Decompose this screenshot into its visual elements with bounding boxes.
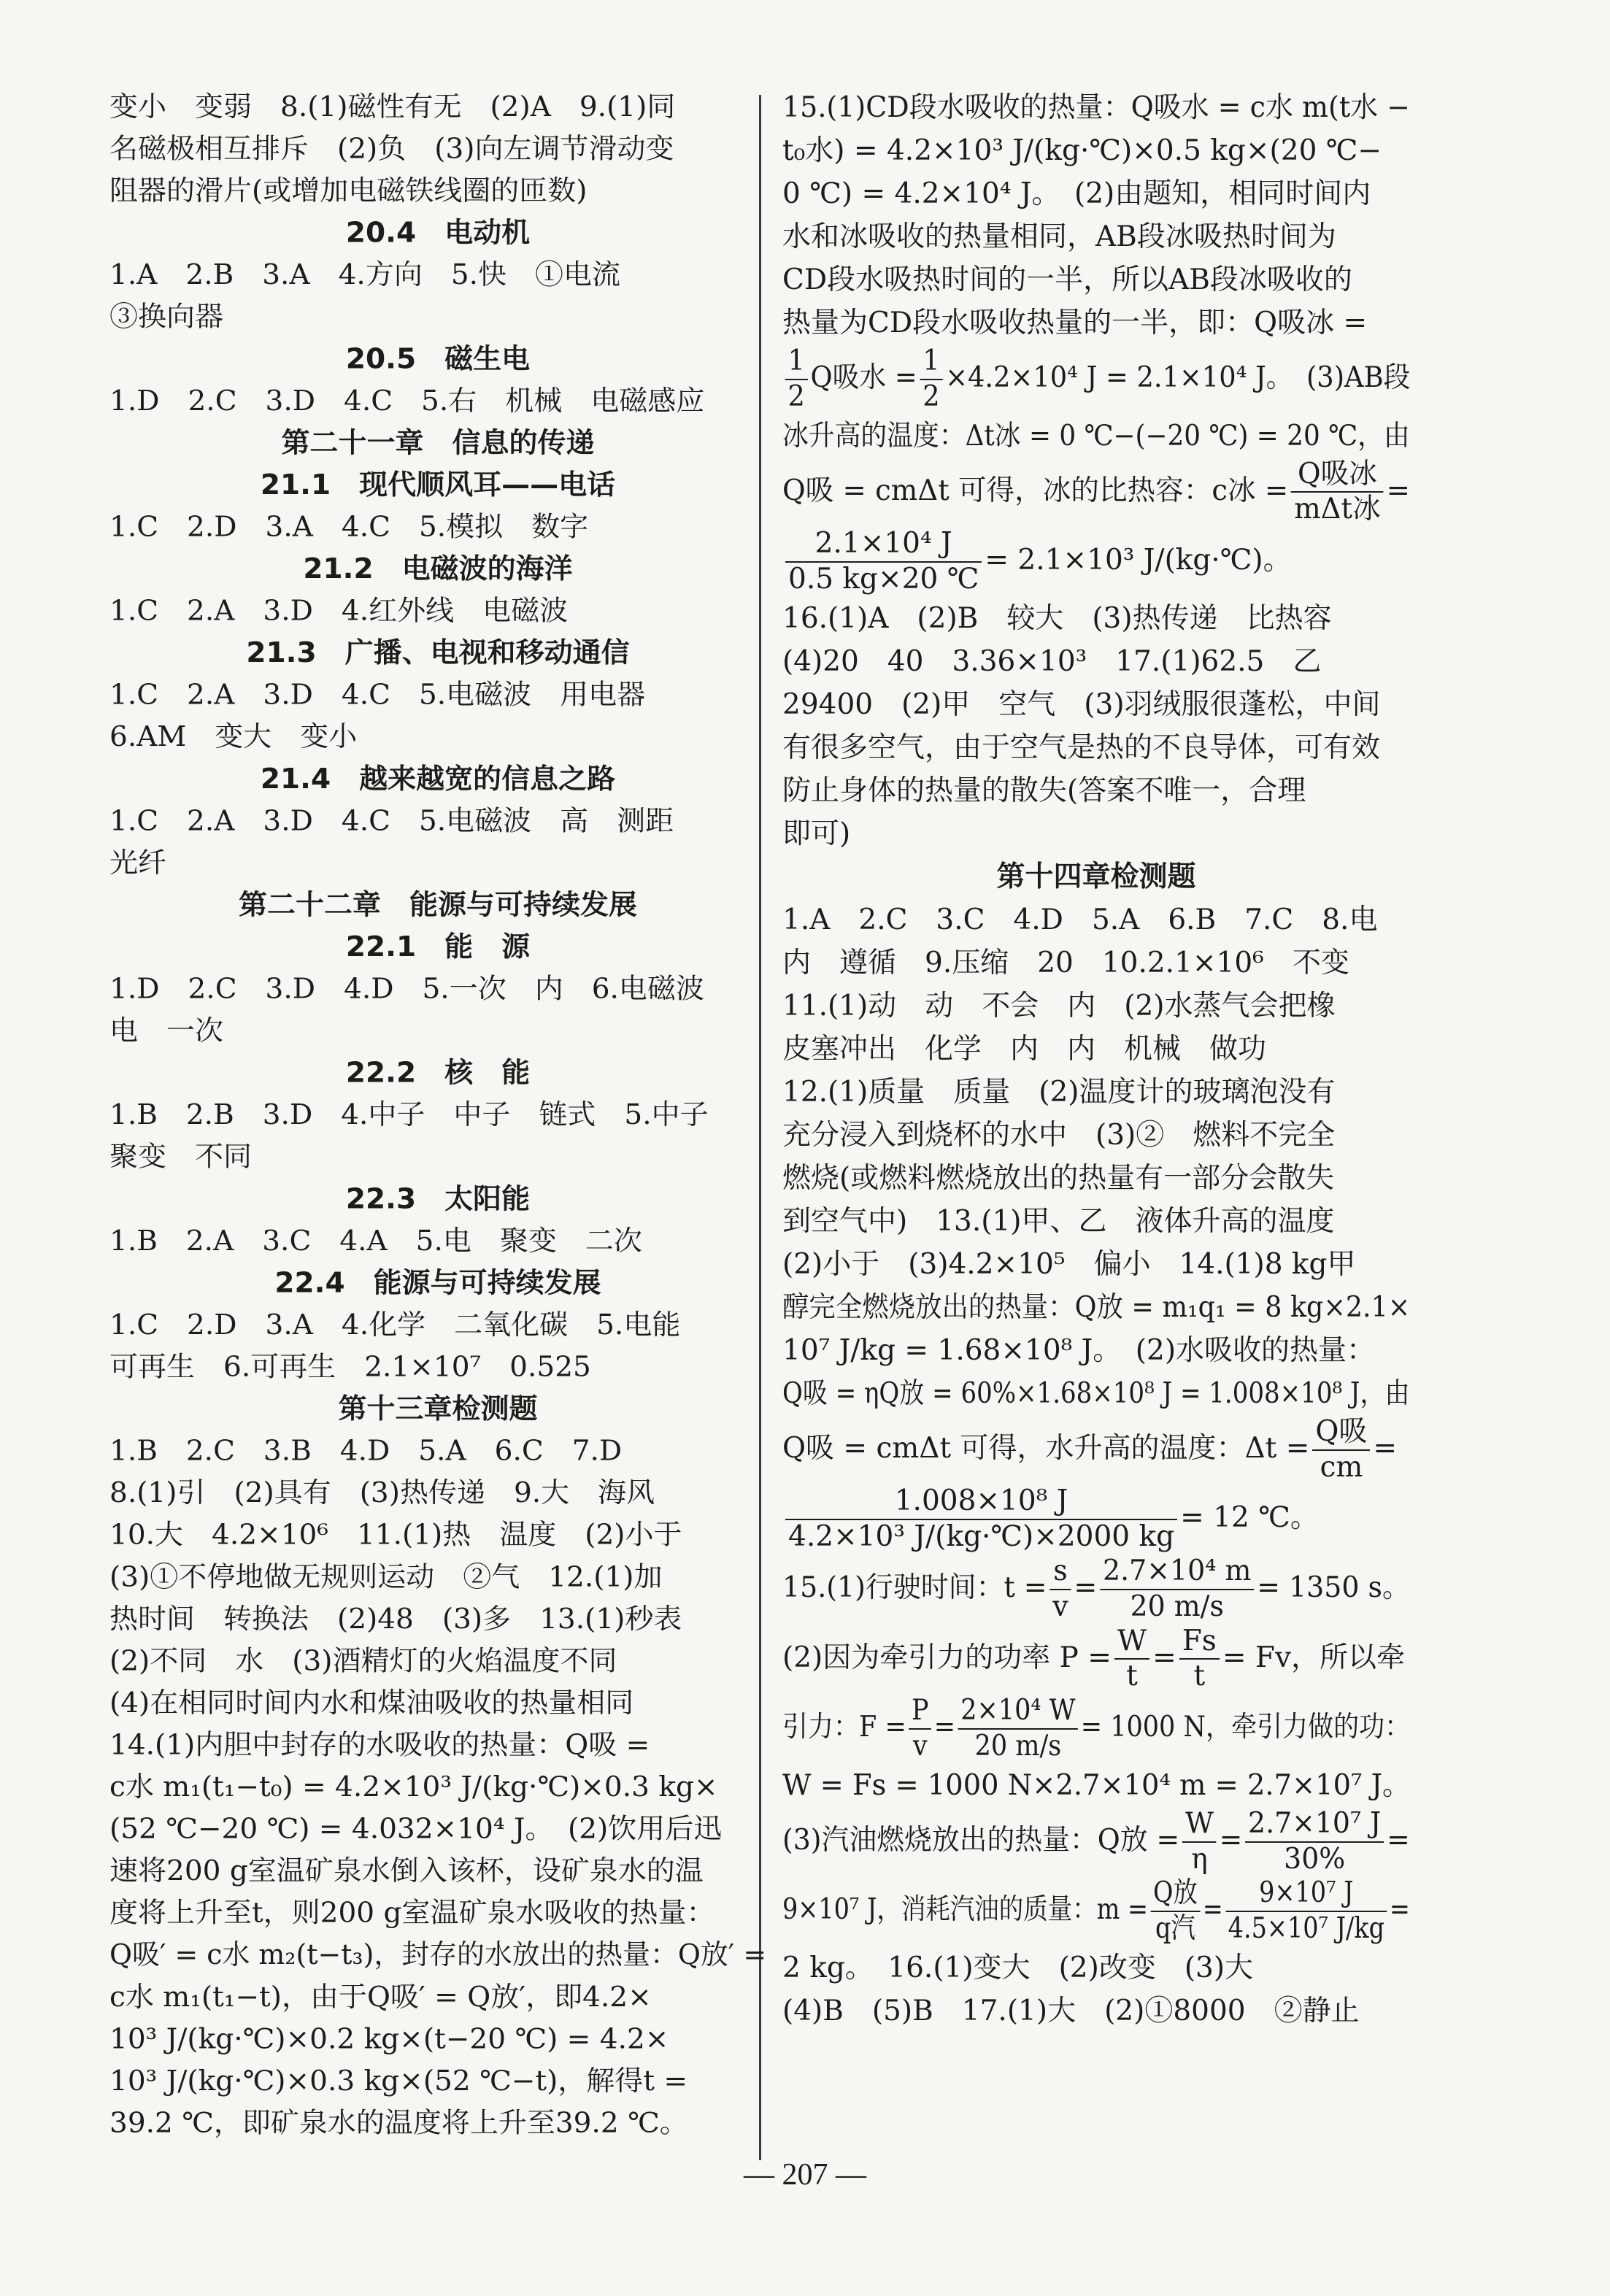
- fraction-denominator: cm: [1320, 1450, 1363, 1484]
- fraction-denominator: 4.5×10⁷ J/kg: [1228, 1912, 1385, 1946]
- text-line: 10³ J/(kg·℃)×0.2 kg×(t−20 ℃) = 4.2×: [109, 2023, 669, 2056]
- fraction-numerator: P: [909, 1694, 931, 1730]
- text-line: 1.C 2.A 3.D 4.C 5.电磁波 高 测距: [109, 805, 674, 838]
- fraction-denominator: v: [912, 1729, 928, 1763]
- formula-text: 引力：F =: [782, 1710, 906, 1744]
- formula-text: Q吸 = cmΔt 可得，水升高的温度：Δt =: [782, 1431, 1310, 1465]
- text-line: 防止身体的热量的散失(答案不唯一，合理: [782, 774, 1306, 807]
- fraction-numerator: 2×10⁴ W: [958, 1694, 1078, 1730]
- fraction-denominator: v: [1052, 1590, 1068, 1623]
- fraction-denominator: 4.2×10³ J/(kg·℃)×2000 kg: [788, 1520, 1175, 1554]
- fraction: [1049, 1555, 1071, 1625]
- text-line: (52 ℃−20 ℃) = 4.032×10⁴ J。 (2)饮用后迅: [109, 1813, 723, 1846]
- text-line: 聚变 不同: [109, 1141, 253, 1174]
- formula-line: [782, 344, 1410, 415]
- formula-text: =: [1152, 1641, 1176, 1674]
- text-line: 12.(1)质量 质量 (2)温度计的玻璃泡没有: [782, 1075, 1336, 1109]
- text-line: (2)不同 水 (3)酒精灯的火焰温度不同: [109, 1645, 617, 1678]
- formula-line: [782, 1807, 1410, 1877]
- section-heading: 第十三章检测题: [338, 1392, 538, 1425]
- section-heading: 22.4 能源与可持续发展: [274, 1267, 601, 1300]
- fraction: [1312, 1415, 1370, 1485]
- fraction-numerator: 1: [920, 344, 942, 380]
- section-heading: 20.4 电动机: [345, 217, 531, 250]
- formula-text: =: [933, 1710, 956, 1744]
- text-line: 名磁极相互排斥 (2)负 (3)向左调节滑动变: [109, 133, 674, 166]
- formula-line: [782, 1876, 1410, 1946]
- formula-text: (3)汽油燃烧放出的热量：Q放 =: [782, 1823, 1180, 1857]
- formula-text: Q吸水 =: [810, 361, 917, 394]
- text-line: 醇完全燃烧放出的热量：Q放 = m₁q₁ = 8 kg×2.1×: [782, 1290, 1410, 1324]
- text-line: 热量为CD段水吸收热量的一半，即：Q吸冰 =: [782, 307, 1368, 339]
- formula-line: [782, 458, 1410, 528]
- text-line: 1.B 2.B 3.D 4.中子 中子 链式 5.中子: [109, 1099, 709, 1131]
- fraction: [1100, 1555, 1254, 1625]
- text-line: 1.B 2.A 3.C 4.A 5.电 聚变 二次: [109, 1225, 642, 1257]
- text-line: 内 遵循 9.压缩 20 10.2.1×10⁶ 不变: [782, 946, 1349, 979]
- fraction-numerator: 2.7×10⁴ m: [1100, 1555, 1254, 1590]
- text-line: 充分浸入到烧杯的水中 (3)② 燃料不完全: [782, 1118, 1336, 1152]
- fraction-denominator: mΔt冰: [1294, 493, 1381, 526]
- text-line: 10.大 4.2×10⁶ 11.(1)热 温度 (2)小于: [109, 1519, 682, 1552]
- formula-text: 9×10⁷ J，消耗汽油的质量：m =: [782, 1893, 1149, 1927]
- formula-text: Q吸 = cmΔt 可得，冰的比热容：c冰 =: [782, 474, 1289, 507]
- text-line: 15.(1)CD段水吸收的热量：Q吸水 = c水 m(t水 −: [782, 91, 1410, 124]
- formula-text: =: [1387, 1823, 1410, 1857]
- fraction-denominator: 20 m/s: [1130, 1590, 1224, 1623]
- fraction-numerator: 1.008×10⁸ J: [785, 1484, 1177, 1520]
- text-line: 0 ℃) = 4.2×10⁴ J。 (2)由题知，相同时间内: [782, 177, 1371, 210]
- fraction-denominator: 20 m/s: [974, 1729, 1062, 1763]
- fraction: [1182, 1807, 1217, 1877]
- text-line: 阻器的滑片(或增加电磁铁线圈的匝数): [109, 174, 588, 207]
- formula-text: = 1350 s。: [1257, 1571, 1410, 1604]
- text-line: (4)在相同时间内水和煤油吸收的热量相同: [109, 1687, 634, 1719]
- fraction-denominator: t: [1193, 1660, 1206, 1693]
- formula-line: [782, 1555, 1410, 1625]
- fraction: [1179, 1625, 1220, 1695]
- section-heading: 22.3 太阳能: [345, 1183, 531, 1216]
- fraction: [785, 527, 982, 597]
- section-heading: 21.3 广播、电视和移动通信: [246, 636, 630, 669]
- formula-line: [782, 1625, 1410, 1695]
- fraction: [1225, 1876, 1387, 1946]
- text-line: 热时间 转换法 (2)48 (3)多 13.(1)秒表: [109, 1603, 682, 1636]
- fraction-numerator: 2.7×10⁷ J: [1245, 1807, 1384, 1843]
- fraction-denominator: 30%: [1284, 1842, 1346, 1876]
- formula-line: [782, 1415, 1410, 1485]
- section-heading: 20.5 磁生电: [345, 343, 531, 376]
- fraction: [1245, 1807, 1384, 1877]
- section-heading: 21.1 现代顺风耳——电话: [260, 469, 616, 501]
- formula-line: [782, 527, 1410, 597]
- text-line: (4)B (5)B 17.(1)大 (2)①8000 ②静止: [782, 1994, 1360, 2027]
- text-line: CD段水吸热时间的一半，所以AB段冰吸收的: [782, 263, 1352, 296]
- formula-text: 15.(1)行驶时间：t =: [782, 1571, 1047, 1604]
- section-heading: 21.2 电磁波的海洋: [303, 552, 573, 585]
- fraction-numerator: s: [1049, 1555, 1071, 1590]
- text-line: 6.AM 变大 变小: [109, 721, 358, 753]
- formula-text: =: [1389, 1893, 1410, 1927]
- text-line: 即可): [782, 817, 851, 850]
- fraction: [909, 1694, 931, 1764]
- fraction-numerator: Fs: [1179, 1625, 1220, 1660]
- text-line: 1.A 2.C 3.C 4.D 5.A 6.B 7.C 8.电: [782, 903, 1378, 936]
- section-heading: 22.1 能 源: [345, 931, 531, 963]
- fraction-numerator: Q放: [1151, 1876, 1201, 1912]
- text-line: Q吸 = ηQ放 = 60%×1.68×10⁸ J = 1.008×10⁸ J，由: [782, 1376, 1410, 1410]
- text-line: t₀水) = 4.2×10³ J/(kg·℃)×0.5 kg×(20 ℃−: [782, 134, 1382, 167]
- fraction-numerator: W: [1182, 1807, 1217, 1843]
- formula-line: [782, 1484, 1410, 1555]
- fraction-numerator: 2.1×10⁴ J: [785, 527, 982, 563]
- text-line: 1.C 2.A 3.D 4.C 5.电磁波 用电器: [109, 679, 646, 712]
- text-line: 2 kg。 16.(1)变大 (2)改变 (3)大: [782, 1951, 1254, 1984]
- fraction: [1114, 1625, 1149, 1695]
- text-line: (3)①不停地做无规则运动 ②气 12.(1)加: [109, 1561, 663, 1594]
- fraction-denominator: η: [1191, 1842, 1208, 1876]
- text-line: 1.B 2.C 3.B 4.D 5.A 6.C 7.D: [109, 1435, 623, 1468]
- text-line: 1.D 2.C 3.D 4.C 5.右 机械 电磁感应: [109, 385, 705, 417]
- text-line: 1.C 2.D 3.A 4.C 5.模拟 数字: [109, 511, 589, 544]
- fraction-denominator: q汽: [1155, 1912, 1195, 1946]
- text-line: 皮塞冲出 化学 内 内 机械 做功: [782, 1032, 1267, 1066]
- text-line: 到空气中) 13.(1)甲、乙 液体升高的温度: [782, 1204, 1335, 1238]
- text-line: ③换向器: [109, 301, 224, 334]
- fraction-numerator: 9×10⁷ J: [1225, 1876, 1387, 1912]
- fraction-numerator: Q吸冰: [1291, 458, 1384, 493]
- text-line: 水和冰吸收的热量相同，AB段冰吸热时间为: [782, 220, 1336, 253]
- text-line: 可再生 6.可再生 2.1×10⁷ 0.525: [109, 1351, 591, 1384]
- formula-text: = 1000 N，牵引力做的功：: [1080, 1710, 1410, 1744]
- section-heading: 21.4 越来越宽的信息之路: [260, 763, 616, 795]
- text-line: 1.C 2.A 3.D 4.红外线 电磁波: [109, 595, 569, 628]
- text-line: Q吸′ = c水 m₂(t−t₃)，封存的水放出的热量：Q放′ =: [109, 1939, 766, 1971]
- page-number: — 207 —: [744, 2158, 866, 2192]
- text-line: (4)20 40 3.36×10³ 17.(1)62.5 乙: [782, 644, 1322, 678]
- text-line: 29400 (2)甲 空气 (3)羽绒服很蓬松，中间: [782, 687, 1381, 721]
- formula-text: ×4.2×10⁴ J = 2.1×10⁴ J。 (3)AB段: [945, 361, 1410, 394]
- left-column: [109, 86, 766, 2144]
- right-column: [782, 86, 1410, 2033]
- fraction: [958, 1694, 1078, 1764]
- text-line: 16.(1)A (2)B 较大 (3)热传递 比热容: [782, 601, 1332, 635]
- text-line: c水 m₁(t₁−t₀) = 4.2×10³ J/(kg·℃)×0.3 kg×: [109, 1771, 718, 1803]
- formula-text: =: [1202, 1893, 1223, 1927]
- formula-text: =: [1074, 1571, 1098, 1604]
- text-line: 10⁷ J/kg = 1.68×10⁸ J。 (2)水吸收的热量：: [782, 1333, 1376, 1367]
- fraction: [920, 344, 942, 415]
- text-line: 燃烧(或燃料燃烧放出的热量有一部分会散失: [782, 1161, 1335, 1195]
- text-line: 有很多空气，由于空气是热的不良导体，可有效: [782, 731, 1381, 764]
- fraction: [1291, 458, 1384, 528]
- text-line: 8.(1)引 (2)具有 (3)热传递 9.大 海风: [109, 1477, 655, 1509]
- text-line: 光纤: [109, 847, 167, 879]
- section-heading: 第二十一章 信息的传递: [281, 427, 595, 460]
- text-line: 变小 变弱 8.(1)磁性有无 (2)A 9.(1)同: [109, 90, 676, 123]
- fraction-denominator: 2: [787, 380, 805, 413]
- fraction: [1151, 1876, 1201, 1946]
- formula-line: [782, 1694, 1410, 1764]
- text-line: 速将200 g室温矿泉水倒入该杯，设矿泉水的温: [109, 1854, 704, 1887]
- fraction-denominator: 0.5 kg×20 ℃: [788, 562, 979, 596]
- section-heading: 22.2 核 能: [345, 1057, 531, 1090]
- fraction-numerator: W: [1114, 1625, 1149, 1660]
- text-line: c水 m₁(t₁−t)，由于Q吸′ = Q放′，即4.2×: [109, 1981, 652, 2014]
- fraction-denominator: 2: [923, 380, 940, 413]
- text-line: 11.(1)动 动 不会 内 (2)水蒸气会把橡: [782, 989, 1336, 1022]
- formula-text: =: [1386, 474, 1410, 507]
- fraction-numerator: Q吸: [1312, 1415, 1370, 1451]
- formula-text: = 2.1×10³ J/(kg·℃)。: [985, 543, 1292, 577]
- fraction: [785, 1484, 1177, 1555]
- text-line: 冰升高的温度：Δt冰 = 0 ℃−(−20 ℃) = 20 ℃，由: [782, 419, 1410, 452]
- text-line: 1.A 2.B 3.A 4.方向 5.快 ①电流: [109, 259, 621, 291]
- text-line: 1.C 2.D 3.A 4.化学 二氧化碳 5.电能: [109, 1309, 681, 1341]
- formula-text: = Fv，所以牵: [1222, 1641, 1405, 1674]
- text-line: 14.(1)内胆中封存的水吸收的热量：Q吸 =: [109, 1729, 650, 1762]
- text-line: W = Fs = 1000 N×2.7×10⁴ m = 2.7×10⁷ J。: [782, 1768, 1410, 1802]
- text-line: 10³ J/(kg·℃)×0.3 kg×(52 ℃−t)，解得t =: [109, 2065, 688, 2097]
- fraction: [785, 344, 808, 415]
- formula-text: (2)因为牵引力的功率 P =: [782, 1641, 1112, 1674]
- text-line: (2)小于 (3)4.2×10⁵ 偏小 14.(1)8 kg甲: [782, 1247, 1356, 1281]
- fraction-denominator: t: [1126, 1660, 1138, 1693]
- text-line: 39.2 ℃，即矿泉水的温度将上升至39.2 ℃。: [109, 2107, 688, 2140]
- text-line: 1.D 2.C 3.D 4.D 5.一次 内 6.电磁波: [109, 973, 704, 1006]
- section-heading: 第二十二章 能源与可持续发展: [238, 889, 637, 922]
- section-heading: 第十四章检测题: [996, 860, 1196, 893]
- formula-text: =: [1373, 1431, 1398, 1465]
- formula-text: = 12 ℃。: [1180, 1501, 1319, 1535]
- text-line: 度将上升至t，则200 g室温矿泉水吸收的热量：: [109, 1897, 715, 1930]
- fraction-numerator: 1: [785, 344, 808, 380]
- text-line: 电 一次: [109, 1014, 224, 1047]
- formula-text: =: [1219, 1823, 1243, 1857]
